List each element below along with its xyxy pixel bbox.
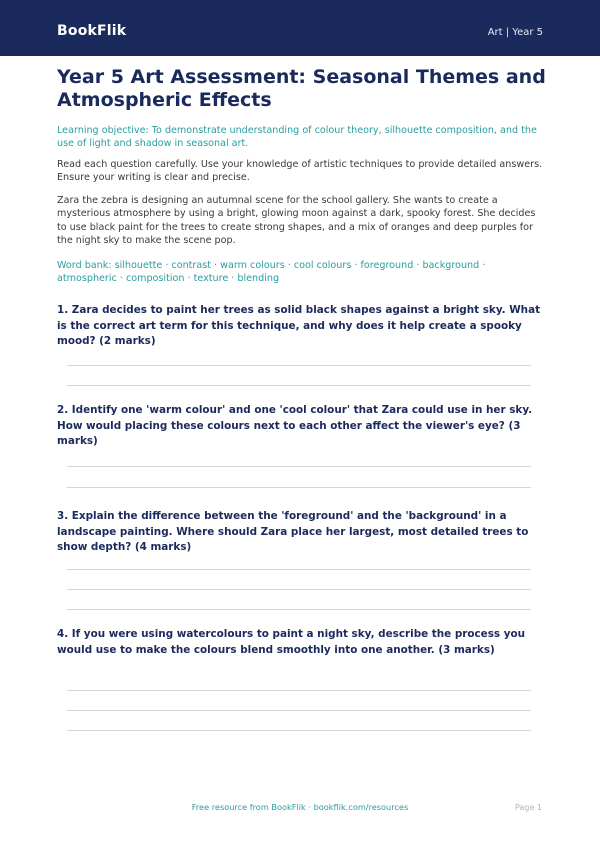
answer-line[interactable] [67, 365, 531, 366]
question-2: 2. Identify one 'warm colour' and one 'cool colour' that Zara could use in her sky. How would placing these colours next to each other affect the viewer's eye? (3 marks) [57, 404, 533, 447]
brand-logo[interactable]: BookFlik [57, 23, 127, 39]
answer-line[interactable] [67, 690, 531, 691]
page-title: Year 5 Art Assessment: Seasonal Themes and Atmospheric Effects [57, 66, 546, 111]
question-3: 3. Explain the difference between the 'foreground' and the 'background' in a landscape painting. Where should Zara place her largest, most detailed trees to show depth? (4 marks) [57, 510, 529, 553]
instructions: Read each question carefully. Use your knowledge of artistic techniques to provide detailed answers. Ensure your writing is clear and precise. [57, 159, 543, 184]
page-number: Page 1 [515, 803, 542, 812]
answer-line[interactable] [67, 710, 531, 711]
answer-line[interactable] [67, 589, 531, 590]
question-4: 4. If you were using watercolours to paint a night sky, describe the process you would use to make the colours blend smoothly into one another. (3 marks) [57, 628, 526, 656]
subject-label: Art | Year 5 [487, 27, 543, 38]
scenario-text: Zara the zebra is designing an autumnal scene for the school gallery. She wants to create a mysterious atmosphere by using a bright, glowing moon against a dark, spooky forest. She decides to use black paint for the trees to create strong shapes, and a mix of oranges and deep purples for the night sky to make the scene pop. [57, 195, 536, 247]
answer-line[interactable] [67, 609, 531, 610]
header-bar [0, 0, 600, 56]
answer-line[interactable] [67, 466, 531, 467]
question-1: 1. Zara decides to paint her trees as solid black shapes against a bright sky. What is the correct art term for this technique, and why does it help create a spooky mood? (2 marks) [57, 304, 541, 347]
answer-line[interactable] [67, 569, 531, 570]
word-bank: Word bank: silhouette · contrast · warm colours · cool colours · foreground · background · atmospheric · composition · texture · blending [57, 260, 486, 285]
learning-objective: Learning objective: To demonstrate understanding of colour theory, silhouette composition, and the use of light and shadow in seasonal art. [57, 125, 537, 150]
answer-line[interactable] [67, 385, 531, 386]
footer-link[interactable]: Free resource from BookFlik · bookflik.com/resources [191, 802, 409, 812]
answer-line[interactable] [67, 487, 531, 488]
answer-line[interactable] [67, 730, 531, 731]
